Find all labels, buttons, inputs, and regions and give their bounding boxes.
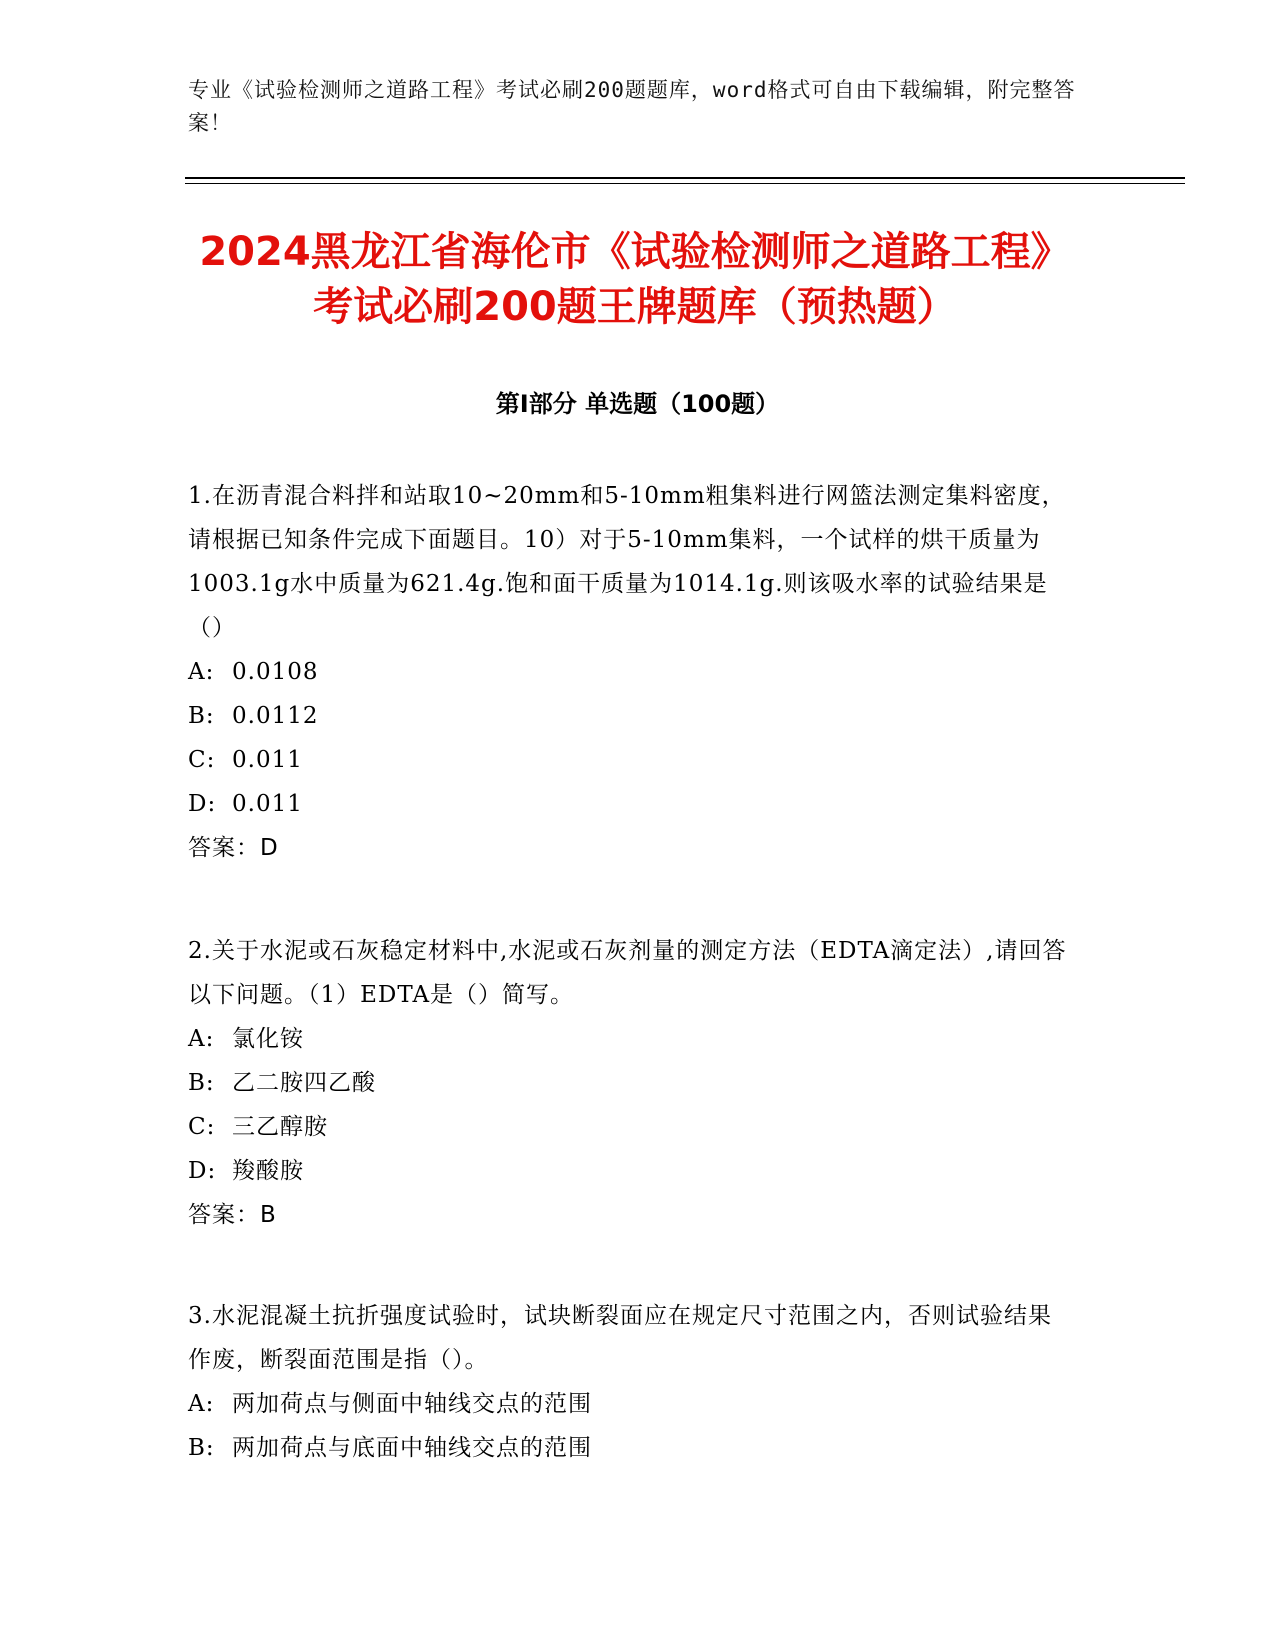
question-2 [188,929,1068,1237]
option-b [188,1061,1068,1105]
option-b [188,1426,1068,1470]
section-title: 第Ⅰ部分 单选题（100题） [495,390,780,418]
question-3 [188,1294,1068,1470]
option-value: 两加荷点与底面中轴线交点的范围 [232,1435,592,1461]
option-a [188,650,1068,694]
option-value: 两加荷点与侧面中轴线交点的范围 [232,1391,592,1417]
answer-line: 答案：B [188,1202,277,1228]
option-value: 乙二胺四乙酸 [232,1070,376,1096]
header-divider-thin [185,183,1185,184]
document-title: 2024黑龙江省海伦市《试验检测师之道路工程》考试必刷200题王牌题库（预热题） [199,229,1071,330]
option-key: B: [188,1435,215,1461]
option-c [188,738,1068,782]
answer-line: 答案：D [188,835,279,861]
question-text: 3.水泥混凝土抗折强度试验时，试块断裂面应在规定尺寸范围之内，否则试验结果作废，断裂面范围是指（）。 [188,1303,1052,1373]
option-value: 羧酸胺 [232,1158,304,1184]
option-key: A: [188,659,215,685]
question-text: 2.关于水泥或石灰稳定材料中,水泥或石灰剂量的测定方法（EDTA滴定法）,请回答以下问题。（1）EDTA是（）简写。 [188,938,1067,1008]
option-key: C: [188,747,216,773]
option-key: D: [188,791,217,817]
question-1 [188,474,1068,870]
option-key: A: [188,1391,215,1417]
option-value: 0.011 [232,791,303,817]
option-key: C: [188,1114,216,1140]
option-key: A: [188,1026,215,1052]
option-key: B: [188,1070,215,1096]
header-note: 专业《试验检测师之道路工程》考试必刷200题题库，word格式可自由下载编辑，附完整答案！ [188,78,1076,135]
option-d [188,1149,1068,1193]
option-c [188,1105,1068,1149]
option-a [188,1382,1068,1426]
option-key: D: [188,1158,217,1184]
option-value: 0.0108 [232,659,319,685]
option-value: 三乙醇胺 [232,1114,328,1140]
header-divider-thick [185,177,1185,179]
option-b [188,694,1068,738]
option-value: 0.011 [232,747,303,773]
option-d [188,782,1068,826]
option-value: 0.0112 [232,703,319,729]
option-value: 氯化铵 [232,1026,304,1052]
question-text: 1.在沥青混合料拌和站取10~20mm和5-10mm粗集料进行网篮法测定集料密度，请根据已知条件完成下面题目。10）对于5-10mm集料，一个试样的烘干质量为1003.1g水中质量为621.4g.饱和面干质量为1014.1g.则该吸水率的试验结果是（） [188,483,1066,641]
option-key: B: [188,703,215,729]
option-a [188,1017,1068,1061]
